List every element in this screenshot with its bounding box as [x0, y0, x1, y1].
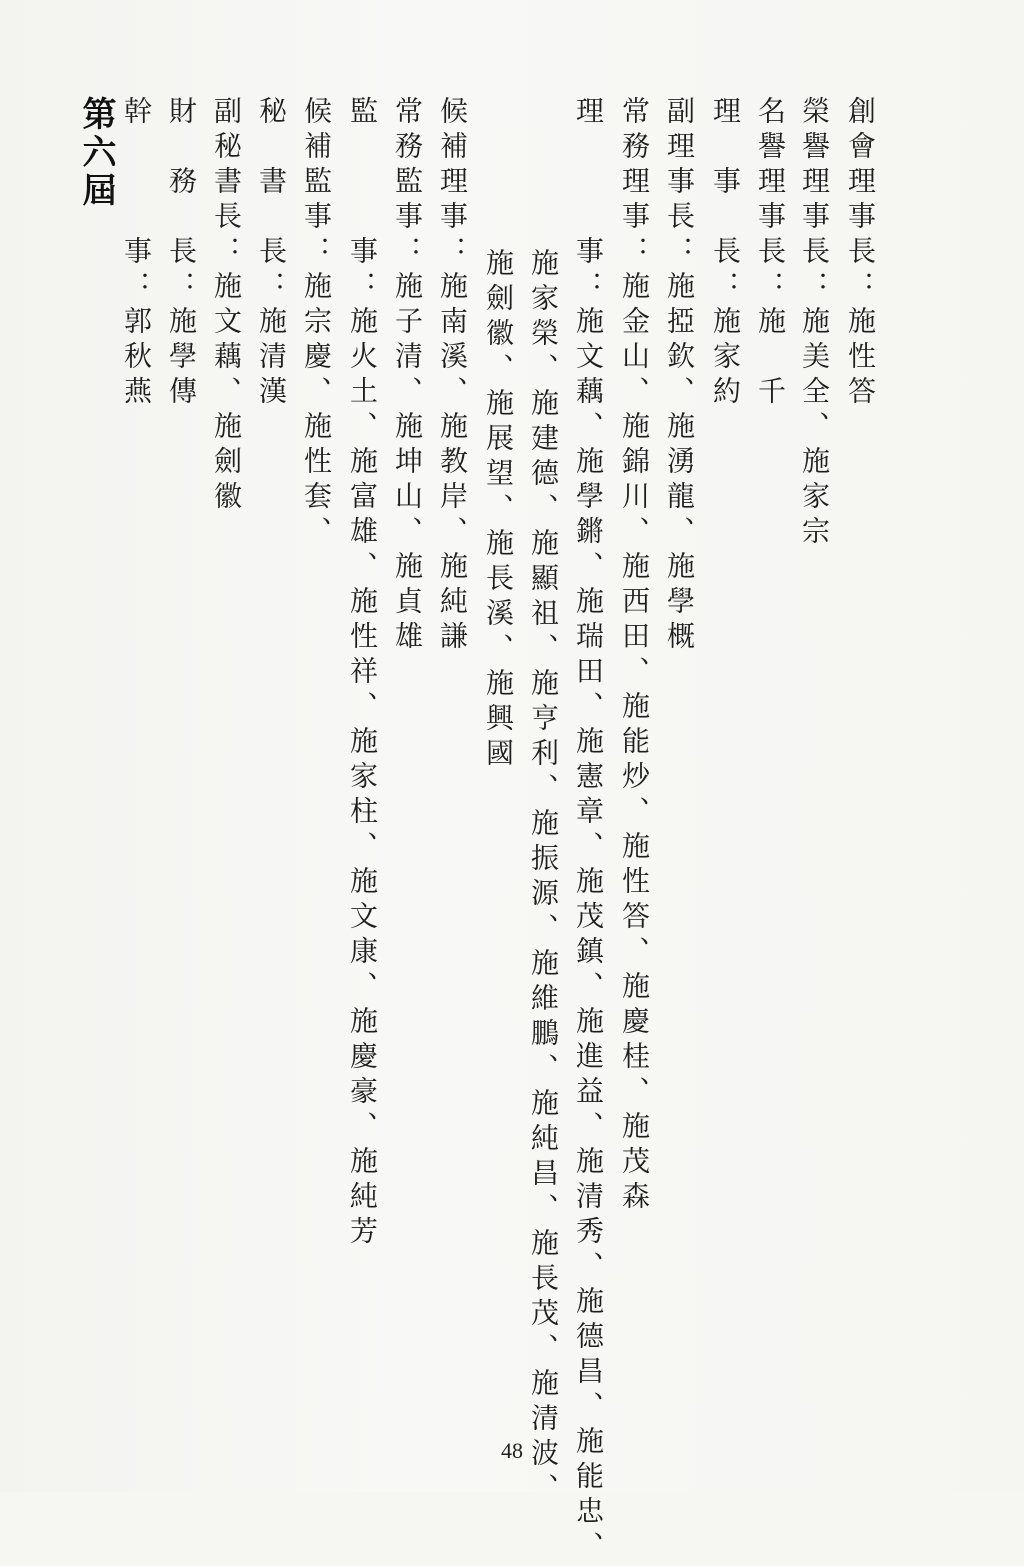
- roster-line-alternate-directors: 候補理事：施南溪、施教岸、施純謙: [436, 96, 469, 656]
- roster-line-founding-chair: 創會理事長：施性答: [844, 96, 877, 411]
- roster-line-directors: 理 事：施文藕、施學鏘、施瑞田、施憲章、施茂鎮、施進益、施清秀、施德昌、施能忠、: [572, 96, 605, 1566]
- roster-line-standing-directors: 常務理事：施金山、施錦川、施西田、施能炒、施性答、施慶桂、施茂森: [618, 96, 651, 1216]
- page-number: 48: [501, 1438, 523, 1463]
- roster-line-secretary-general: 秘 書 長：施清漢: [255, 96, 288, 411]
- edition-title: 第六屆: [76, 96, 116, 211]
- roster-line-deputy-secretaries: 副秘書長：施文藕、施劍徽: [210, 96, 243, 516]
- roster-line-supervisors: 監 事：施火土、施富雄、施性祥、施家柱、施文康、施慶豪、施純芳: [346, 96, 379, 1251]
- roster-line-directors-cont-1: 施家榮、施建德、施顯祖、施亨利、施振源、施維鵬、施純昌、施長茂、施清波、: [527, 248, 560, 1508]
- roster-line-alternate-supervisors: 候補監事：施宗慶、施性套、: [300, 96, 333, 551]
- roster-line-honorary-chairs: 榮譽理事長：施美全、施家宗: [798, 96, 831, 551]
- roster-line-directors-cont-2: 施劍徽、施展望、施長溪、施興國: [482, 248, 515, 773]
- roster-line-officer: 幹 事：郭秋燕: [120, 96, 153, 411]
- roster-line-emeritus-chair: 名譽理事長：施 千: [754, 96, 787, 411]
- roster-line-treasurer: 財 務 長：施學傳: [165, 96, 198, 411]
- roster-line-chair: 理 事 長：施家約: [709, 96, 742, 411]
- roster-line-standing-supervisors: 常務監事：施子清、施坤山、施貞雄: [391, 96, 424, 656]
- roster-line-vice-chairs: 副理事長：施掗欽、施湧龍、施學概: [663, 96, 696, 656]
